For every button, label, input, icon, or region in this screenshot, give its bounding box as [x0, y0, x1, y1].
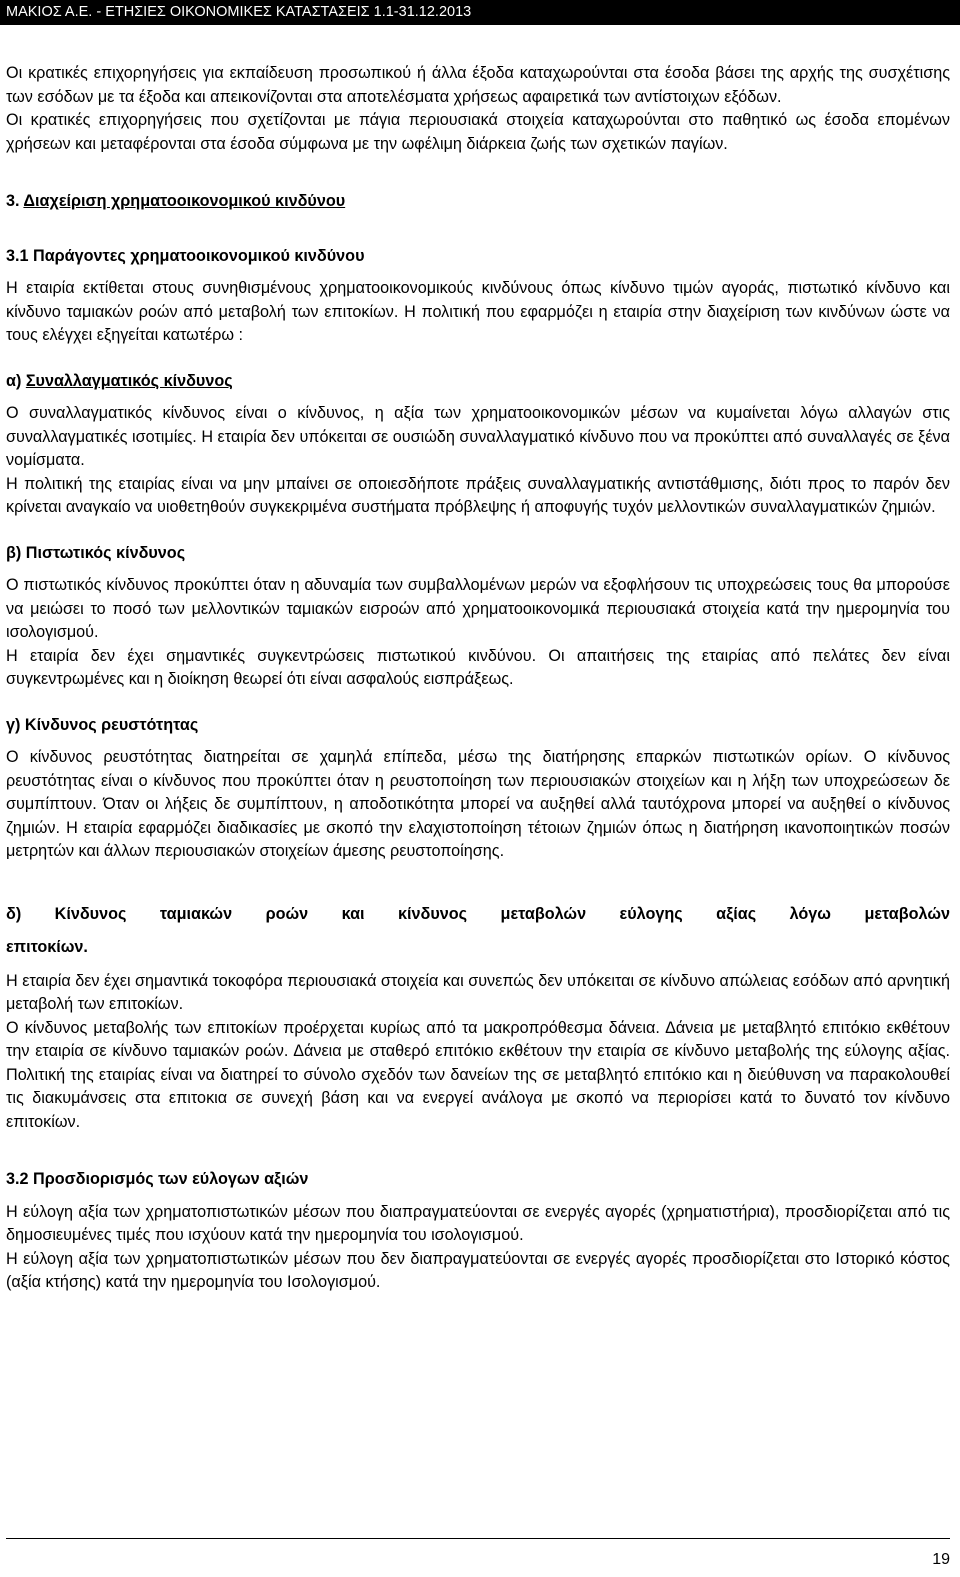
risk-a-prefix: α): [6, 371, 26, 390]
section-3-1-paragraph: Η εταιρία εκτίθεται στους συνηθισμένους χρηματοοικονομικούς κινδύνους όπως κίνδυνο τιμών αγοράς, πιστωτικό κίνδυνο και κίνδυνο ταμιακών ροών από μεταβολή των επιτοκίων. Η πολιτική που εφαρμόζει η εταιρία στην διαχείριση των κινδύνων ώστε να τους ελέγχει εξηγείται κατωτέρω :: [6, 279, 950, 344]
section-3-2-paragraph-1: Η εύλογη αξία των χρηματοπιστωτικών μέσων που διαπραγματεύονται σε ενεργές αγορές (χρηματιστήρια), προσδιορίζεται από τις δημοσιευμένες τιμές που ισχύουν κατά την ημερομηνία του ισολογισμού.: [6, 1202, 950, 1244]
header-title: ΜΑΚΙΟΣ Α.Ε. - ΕΤΗΣΙΕΣ ΟΙΚΟΝΟΜΙΚΕΣ ΚΑΤΑΣΤΑΣΕΙΣ 1.1-31.12.2013: [6, 4, 472, 20]
risk-d-title-line-1: δ) Κίνδυνος ταμιακών ροών και κίνδυνος μεταβολών εύλογης αξίας λόγω μεταβολών: [6, 904, 950, 923]
page-number: 19: [932, 1551, 950, 1568]
intro-paragraph-2: Οι κρατικές επιχορηγήσεις που σχετίζονται με πάγια περιουσιακά στοιχεία καταχωρούνται στο παθητικό ως έσοδα επομένων χρήσεων και μεταφέρονται στα έσοδα σύμφωνα με την ωφέλιμη διάρκεια ζωής των σχετικών παγίων.: [6, 111, 950, 153]
risk-d-paragraph-1: Η εταιρία δεν έχει σημαντικά τοκοφόρα περιουσιακά στοιχεία και συνεπώς δεν υπόκειται σε κίνδυνο απώλειας εσόδων από αρνητική μεταβολή των επιτοκίων.: [6, 971, 950, 1013]
risk-a-title: Συναλλαγματικός κίνδυνος: [25, 371, 233, 390]
risk-b-paragraph-1: Ο πιστωτικός κίνδυνος προκύπτει όταν η αδυναμία των συμβαλλομένων μερών να εξοφλήσουν τις υποχρεώσεις τους θα μπορούσε να μειώσει το ποσό των μελλοντικών ταμιακών εισροών από χρηματοοικονομικά περιουσιακά στοιχεία κατά την ημερομηνία του ισολογισμού.: [6, 576, 950, 641]
section-3-2-paragraph-2: Η εύλογη αξία των χρηματοπιστωτικών μέσων που δεν διαπραγματεύονται σε ενεργές αγορές προσδιορίζεται στο Ιστορικό κόστος (αξία κτήσης) κατά την ημερομηνία του Ισολογισμού.: [6, 1249, 950, 1291]
section-3-1-heading: 3.1 Παράγοντες χρηματοοικονομικού κινδύνου: [6, 246, 365, 265]
risk-c-paragraph-1: Ο κίνδυνος ρευστότητας διατηρείται σε χαμηλά επίπεδα, μέσω της διατήρησης επαρκών πιστωτικών ορίων. Ο κίνδυνος ρευστότητας είναι ο κίνδυνος που προκύπτει όταν η ρευστοποίηση των περιουσιακών στοιχείων και η λήξη των υποχρεώσεων δε συμπίπτουν. Όταν οι λήξεις δε συμπίπτουν, η αποδοτικότητα μπορεί να αυξηθεί αλλά ταυτόχρονα μπορεί να αυξηθεί ο κίνδυνος ζημιών. Η εταιρία εφαρμόζει διαδικασίες με σκοπό την ελαχιστοποίηση τέτοιων ζημιών όπως η διατήρηση ικανοποιητικών ποσών μετρητών και άλλων περιουσιακών στοιχείων άμεσης ρευστοποίησης.: [6, 748, 950, 860]
risk-d-title-line-2: επιτοκίων.: [6, 937, 88, 956]
section-3-title: Διαχείριση χρηματοοικονομικού κινδύνου: [23, 192, 346, 210]
risk-b-paragraph-2: Η εταιρία δεν έχει σημαντικές συγκεντρώσεις πιστωτικού κινδύνου. Οι απαιτήσεις της εταιρίας από πελάτες δεν είναι συγκεντρωμένες και η διοίκηση θεωρεί ότι είναι ασφαλούς εισπράξεως.: [6, 646, 950, 688]
document-body: [6, 62, 950, 1295]
risk-a-paragraph-2: Η πολιτική της εταιρίας είναι να μην μπαίνει σε οποιεσδήποτε πράξεις συναλλαγματικής αντιστάθμισης, διότι προς το παρόν δεν κρίνεται αναγκαίο να υιοθετηθούν συγκεκριμένα συστήματα πρόβλεψης ή αποφυγής τυχόν μελλοντικών συναλλαγματικών ζημιών.: [6, 474, 950, 516]
footer-divider: [6, 1538, 950, 1539]
risk-b-heading: β) Πιστωτικός κίνδυνος: [6, 543, 186, 562]
section-3-2-heading: 3.2 Προσδιορισμός των εύλογων αξιών: [6, 1170, 309, 1188]
risk-a-heading: [6, 370, 950, 394]
risk-a-paragraph-1: Ο συναλλαγματικός κίνδυνος είναι ο κίνδυνος, η αξία των χρηματοοικονομικών μέσων να κυμαίνεται λόγω αλλαγών στις συναλλαγματικές ισοτιμίες. Η εταιρία δεν υπόκειται σε ουσιώδη συναλλαγματικό κίνδυνο που να προκύπτει από συναλλαγές σε ξένα νομίσματα.: [6, 404, 950, 469]
section-3-number: 3.: [6, 192, 20, 210]
section-3-heading: [6, 190, 950, 214]
document-header: [0, 0, 960, 25]
risk-c-heading: γ) Κίνδυνος ρευστότητας: [6, 715, 199, 734]
risk-d-paragraph-2: Ο κίνδυνος μεταβολής των επιτοκίων προέρχεται κυρίως από τα μακροπρόθεσμα δάνεια. Δάνεια με μεταβλητό επιτόκιο εκθέτουν την εταιρία σε κίνδυνο ταμιακών ροών. Δάνεια με σταθερό επιτόκιο εκθέτουν την εταιρία σε κίνδυνο μεταβολής της εύλογης αξίας. Πολιτική της εταιρίας είναι να διατηρεί το σύνολο σχεδόν των δανείων της σε μεταβλητό επιτόκιο και η διεύθυνση να παρακολουθεί τις διακυμάνσεις στα επιτοκια σε συνεχή βάση και να ενεργεί ανάλογα με σκοπό να περιορίσει κατά το δυνατό τον κίνδυνο επιτοκίων.: [6, 1018, 950, 1131]
risk-d-heading: [6, 898, 950, 964]
intro-paragraph-1: Οι κρατικές επιχορηγήσεις για εκπαίδευση προσωπικού ή άλλα έξοδα καταχωρούνται στα έσοδα βάσει της αρχής της συσχέτισης των εσόδων με τα έξοδα και απεικονίζονται στα αποτελέσματα χρήσεως αφαιρετικά των αντίστοιχων εξόδων.: [6, 64, 950, 106]
